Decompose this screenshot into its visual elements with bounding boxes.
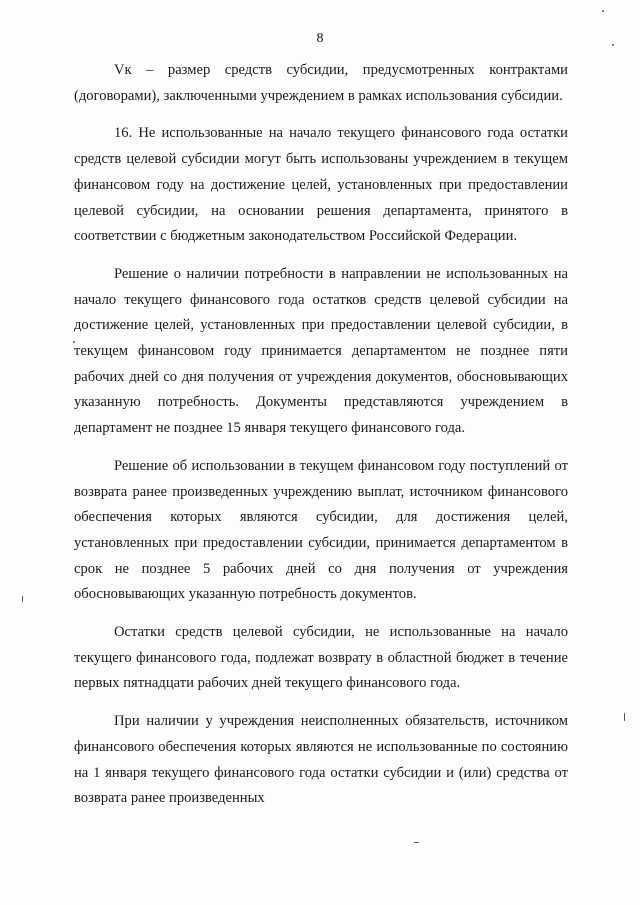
- scan-speck: [624, 713, 625, 721]
- paragraph-unfulfilled-obligations: При наличии у учреждения неисполненных обязательств, источником финансового обеспечения которых являются не использованные по состоянию на 1 января текущего финансового года остатки субсидии и (или) средства от возврата ранее произведенных: [74, 713, 568, 807]
- paragraph-refund-decision: Решение об использовании в текущем финансовом году поступлений от возврата ранее произведенных учреждению выплат, источником финансового обеспечения которых являются субсидии, для достижения целей, установленных при предоставлении субсидии, принимается департаментом в срок не позднее 5 рабочих дней со дня получения от учреждения обосновывающих указанную потребность документов.: [74, 457, 568, 603]
- paragraph-remaining-funds: Остатки средств целевой субсидии, не использованные на начало текущего финансового года, подлежат возврату в областной бюджет в течение первых пятнадцати рабочих дней текущего финансового года.: [74, 624, 568, 692]
- paragraph-vk-definition: Vк – размер средств субсидии, предусмотренных контрактами (договорами), заключенными учреждением в рамках использования субсидии.: [74, 62, 568, 104]
- scan-speck: [22, 596, 23, 602]
- scan-speck: [73, 341, 75, 343]
- scan-speck: [612, 44, 614, 46]
- paragraph-item-16: 16. Не использованные на начало текущего финансового года остатки средств целевой субсидии могут быть использованы учреждением в текущем финансовом году на достижение целей, установленных при предоставлении целевой субсидии, на основании решения департамента, принятого в соответствии с бюджетным законодательством Российской Федерации.: [74, 125, 568, 245]
- scan-speck: [414, 842, 419, 843]
- scan-speck: [602, 10, 604, 12]
- paragraph-need-decision: Решение о наличии потребности в направлении не использованных на начало текущего финансового года остатков средств целевой субсидии на достижение целей, установленных при предоставлении целевой субсидии, в текущем финансовом году принимается департаментом не позднее пяти рабочих дней со дня получения от учреждения документов, обосновывающих указанную потребность. Документы представляются учреждением в департамент не позднее 15 января текущего финансового года.: [74, 265, 568, 437]
- page-number: 8: [316, 31, 324, 46]
- document-body: [74, 58, 568, 812]
